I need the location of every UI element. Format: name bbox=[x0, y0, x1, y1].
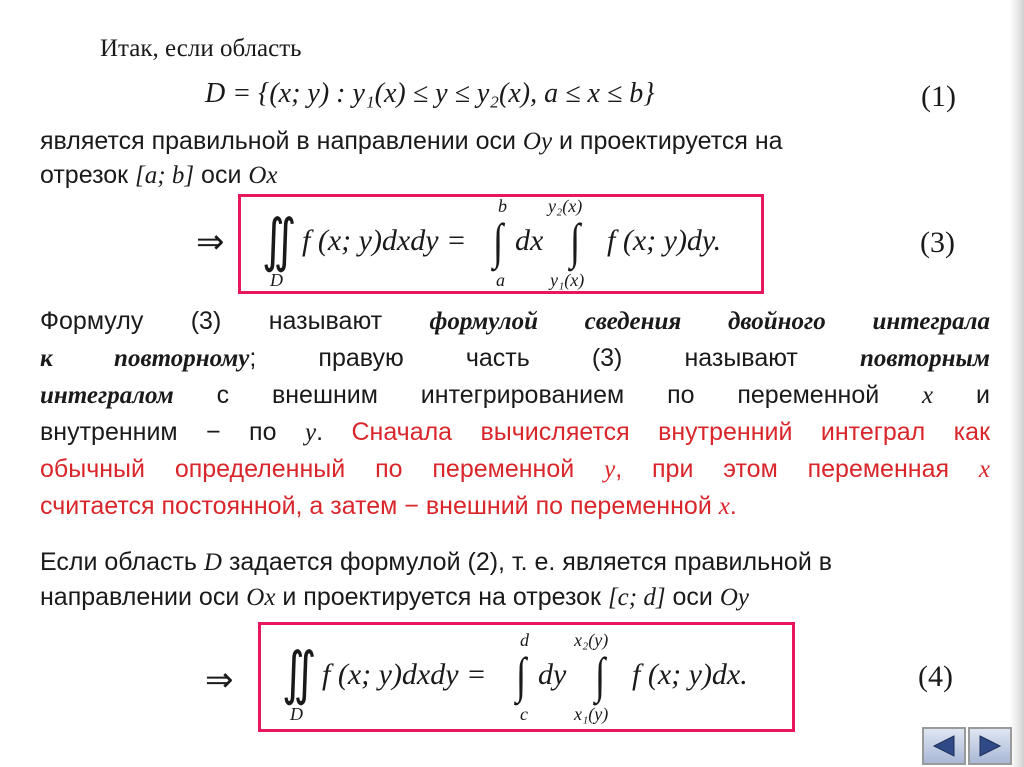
text: и проектируется на отрезок bbox=[282, 583, 601, 611]
axis-ox: Ox bbox=[248, 162, 278, 189]
para-line-2 bbox=[40, 343, 990, 374]
second-line-2 bbox=[40, 582, 749, 613]
axis-oy: Oy bbox=[719, 584, 750, 611]
prev-slide-button[interactable] bbox=[922, 727, 966, 765]
para-line-4 bbox=[40, 417, 990, 448]
dy-4: dy bbox=[538, 658, 567, 691]
upper-limit-d: d bbox=[520, 630, 529, 650]
var-y: y bbox=[604, 456, 616, 483]
para-line-5 bbox=[40, 454, 990, 485]
para-text: Формулу (3) называют bbox=[40, 307, 383, 335]
para-text: ; правую часть (3) называют bbox=[249, 344, 798, 372]
para-text: . bbox=[316, 418, 324, 446]
para-red-text: обычный определенный по переменной bbox=[40, 455, 575, 483]
integral-symbol-inner-3: ∫ bbox=[570, 213, 581, 269]
para-text: внутренним − по bbox=[40, 418, 277, 446]
lhs-3: f (x; y)dxdy = bbox=[302, 224, 467, 257]
para-bold-term: повторным bbox=[859, 345, 991, 372]
para-red-text: Сначала вычисляется внутренний интеграл как bbox=[351, 418, 991, 446]
back-arrow-icon bbox=[932, 734, 956, 758]
var-x: x bbox=[922, 382, 934, 409]
upper-limit-x2: x₂(y) bbox=[574, 630, 609, 650]
segment-line bbox=[40, 160, 278, 191]
double-integral-symbol-3: ∬ bbox=[262, 208, 297, 273]
text: направлении оси bbox=[40, 583, 240, 611]
equation-number-4: (4) bbox=[918, 660, 953, 693]
para-bold-term: к повторному bbox=[40, 345, 250, 372]
lower-limit-y1: y₁(x) bbox=[550, 270, 585, 290]
var-y: y bbox=[304, 419, 317, 446]
para-red-text: . bbox=[729, 492, 737, 520]
para-bold-term: интегралом bbox=[40, 382, 174, 409]
equation-number-1: (1) bbox=[921, 80, 956, 113]
segment-cd: [c; d] bbox=[607, 584, 666, 611]
text-projected: и проектируется на bbox=[559, 127, 783, 155]
para-line-6 bbox=[40, 491, 990, 522]
lhs-4: f (x; y)dxdy = bbox=[322, 658, 487, 691]
text-segment: отрезок bbox=[40, 161, 129, 189]
para-text: и bbox=[976, 381, 990, 409]
domain-D: D bbox=[203, 549, 222, 576]
implies-arrow-2: ⇒ bbox=[205, 662, 234, 699]
slide-edge-shadow bbox=[1010, 0, 1024, 767]
double-integral-symbol-4: ∬ bbox=[282, 641, 317, 706]
para-red-text: , при этом переменная bbox=[615, 455, 950, 483]
rhs-3: f (x; y)dy. bbox=[607, 224, 722, 257]
text: задается формулой (2), т. е. является правильной в bbox=[228, 548, 833, 576]
axis-ox: Ox bbox=[246, 584, 276, 611]
var-x: x bbox=[978, 456, 990, 483]
rhs-4: f (x; y)dx. bbox=[632, 658, 748, 691]
var-x: x bbox=[718, 493, 730, 520]
para-text: с внешним интегрированием по переменной bbox=[216, 381, 880, 409]
domain-definition: D = {(x; y) : y₁(x) ≤ y ≤ y₂(x), a ≤ x ≤ b} bbox=[205, 78, 655, 109]
para-line-1 bbox=[40, 306, 990, 337]
second-line-1 bbox=[40, 547, 832, 578]
implies-arrow-1: ⇒ bbox=[196, 224, 225, 261]
equation-number-3: (3) bbox=[920, 226, 955, 259]
integral-symbol-inner-4: ∫ bbox=[595, 647, 606, 703]
upper-limit-b: b bbox=[498, 196, 507, 216]
integral-symbol-outer-4: ∫ bbox=[516, 647, 527, 703]
intro-text: Итак, если область bbox=[100, 35, 302, 62]
para-bold-term: формулой сведения двойного интеграла bbox=[429, 308, 991, 335]
para-line-3 bbox=[40, 380, 990, 411]
text: Если область bbox=[40, 548, 197, 576]
regular-domain-line bbox=[40, 126, 783, 157]
domain-sub-4: D bbox=[290, 704, 303, 724]
axis-oy: Oy bbox=[522, 128, 553, 155]
lower-limit-c: c bbox=[520, 704, 528, 724]
lower-limit-x1: x₁(y) bbox=[574, 704, 609, 724]
domain-sub-3: D bbox=[270, 270, 283, 290]
text-axis: оси bbox=[201, 161, 242, 189]
text-regular: является правильной в направлении оси bbox=[40, 127, 516, 155]
segment-ab: [a; b] bbox=[135, 162, 195, 189]
dx-3: dx bbox=[515, 224, 544, 257]
para-red-text: считается постоянной, а затем − внешний по переменной bbox=[40, 492, 712, 520]
integral-symbol-outer-3: ∫ bbox=[493, 213, 504, 269]
upper-limit-y2: y₂(x) bbox=[548, 196, 583, 216]
text: оси bbox=[672, 583, 713, 611]
next-slide-button[interactable] bbox=[968, 727, 1012, 765]
lower-limit-a: a bbox=[496, 270, 505, 290]
forward-arrow-icon bbox=[978, 734, 1002, 758]
